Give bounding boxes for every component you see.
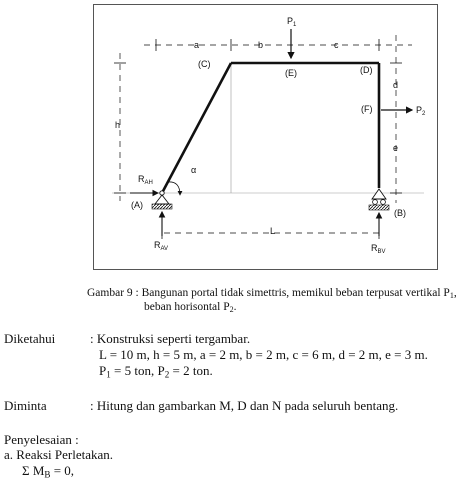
- point-E-label: (E): [285, 68, 297, 78]
- reaction-RBV-label: $R_{BV}$: [371, 243, 386, 255]
- point-F-label: (F): [361, 104, 373, 114]
- caption-line1-end: ,: [453, 287, 457, 299]
- p1-sub: 1: [106, 369, 111, 380]
- dim-h-label: h: [115, 120, 121, 130]
- p2-sub: 2: [164, 369, 170, 380]
- dim-d-label: d: [393, 80, 399, 90]
- load-P1-label: $P_1$: [287, 16, 297, 28]
- dim-e-label: e: [393, 143, 399, 153]
- caption-line1: Gambar 9 : Bangunan portal tidak simettris, memikul beban terpusat vertikal P: [87, 287, 450, 299]
- p1-value: = 5 ton, P: [110, 363, 165, 378]
- diketahui-label: Diketahui: [4, 331, 56, 346]
- dim-L-label: L: [270, 226, 276, 236]
- caption-line2-text: beban horisontal P: [144, 301, 230, 313]
- caption-line2-end: .: [233, 301, 237, 313]
- portal-frame-diagram: [94, 5, 439, 271]
- load-P2-label: $P_2$: [416, 105, 426, 117]
- p2-value: = 2 ton.: [169, 363, 213, 378]
- point-D-label: (D): [360, 65, 373, 75]
- dim-a-label: a: [194, 40, 200, 50]
- inclined-column: [162, 63, 231, 193]
- sum-m-sub: B: [44, 469, 51, 479]
- penyelesaian-title: Penyelesaian :: [4, 432, 79, 447]
- step-a-text: a. Reaksi Perletakan.: [4, 447, 114, 462]
- diketahui-line1: : Konstruksi seperti tergambar.: [90, 331, 251, 346]
- p1-symbol: P: [99, 363, 107, 378]
- diminta-text: : Hitung dan gambarkan M, D dan N pada seluruh bentang.: [90, 398, 399, 413]
- point-B-label: (B): [394, 208, 406, 218]
- diminta-label: Diminta: [4, 398, 47, 413]
- reaction-RAV-label: $R_{AV}$: [154, 240, 169, 252]
- diketahui-line3: [99, 363, 213, 378]
- reaction-RAH-label: $R_{AH}$: [138, 174, 153, 186]
- support-B-roller: [369, 189, 389, 210]
- point-C-label: (C): [198, 59, 211, 69]
- structure-figure: [93, 4, 438, 270]
- sum-m-symbol: Σ M: [22, 463, 45, 478]
- point-A-label: (A): [131, 200, 143, 210]
- angle-alpha-label: α: [191, 165, 197, 175]
- dim-b-label: b: [258, 40, 264, 50]
- diketahui-line2: L = 10 m, h = 5 m, a = 2 m, b = 2 m, c = 6 m, d = 2 m, e = 3 m.: [99, 347, 428, 362]
- dim-c-label: c: [334, 40, 339, 50]
- caption-line2: [87, 300, 472, 314]
- sum-m-value: = 0,: [50, 463, 75, 478]
- equation-sum-mb: [22, 463, 74, 478]
- caption-sub2: 2: [229, 305, 234, 314]
- caption-sub1: 1: [449, 291, 454, 300]
- figure-caption: [87, 286, 472, 314]
